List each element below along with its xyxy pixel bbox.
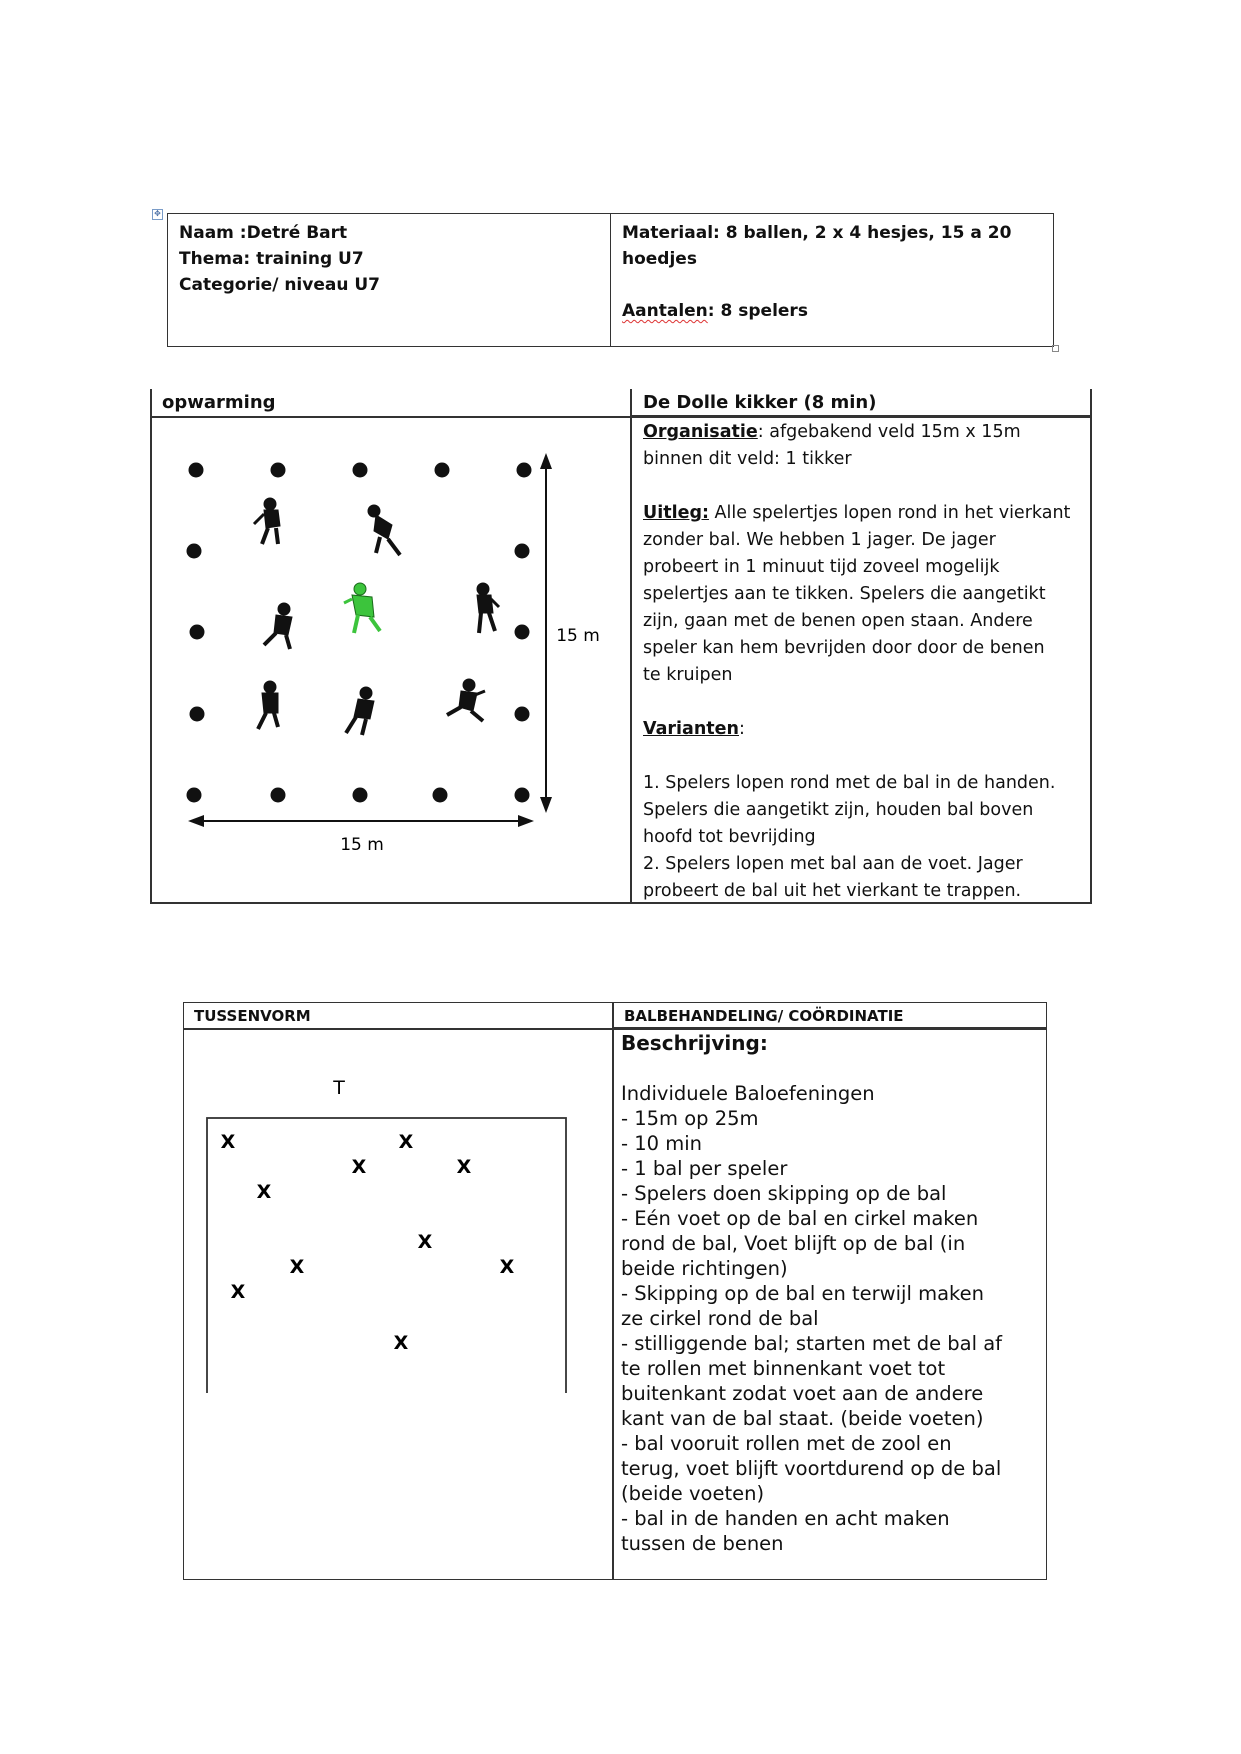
drill-line: te rollen met binnenkant voet tot: [621, 1357, 946, 1380]
drill-line: - Eén voet op de bal en cirkel maken: [621, 1207, 979, 1230]
organisatie-line2: binnen dit veld: 1 tikker: [643, 449, 852, 469]
hunter-figure: [344, 583, 380, 633]
uitleg-line: zonder bal. We hebben 1 jager. De jager: [643, 530, 996, 550]
drill-line: - bal in de handen en acht maken: [621, 1507, 950, 1530]
drill-section: [183, 1002, 1047, 1580]
player-mark: X: [393, 1332, 409, 1354]
warmup-field-diagram: [170, 449, 610, 869]
player-figure: [254, 498, 499, 735]
uitleg-line: zijn, gaan met de benen open staan. Andere: [643, 611, 1033, 631]
varianten-line: probeert de bal uit het vierkant te trappen.: [643, 881, 1022, 901]
uitleg-line: spelertjes aan te tikken. Spelers die aangetikt: [643, 584, 1046, 604]
vertical-dimension-label: 15 m: [556, 626, 600, 646]
warmup-section: [150, 389, 1092, 904]
drill-line: buitenkant zodat voet aan de andere: [621, 1382, 984, 1405]
thema: Thema: training U7: [179, 249, 364, 269]
drill-line: beide richtingen): [621, 1257, 788, 1280]
drill-line: tussen de benen: [621, 1532, 784, 1555]
categorie: Categorie/ niveau U7: [179, 275, 380, 295]
player-mark: X: [417, 1231, 433, 1253]
player-mark: X: [230, 1281, 246, 1303]
varianten-heading: Varianten:: [643, 719, 745, 739]
materiaal-cont: hoedjes: [622, 249, 697, 269]
trainer-mark: T: [333, 1077, 345, 1099]
drill-line: ze cirkel rond de bal: [621, 1307, 819, 1330]
beschrijving-heading: Beschrijving:: [621, 1031, 768, 1055]
varianten-line: hoofd tot bevrijding: [643, 827, 816, 847]
materiaal: Materiaal: 8 ballen, 2 x 4 hesjes, 15 a 20: [622, 223, 1012, 243]
drill-line: terug, voet blijft voortdurend op de bal: [621, 1457, 1002, 1480]
drill-line: - 1 bal per speler: [621, 1157, 788, 1180]
player-mark: X: [456, 1156, 472, 1178]
uitleg-line: probeert in 1 minuut tijd zoveel mogelijk: [643, 557, 1000, 577]
drill-title: BALBEHANDELING/ COÖRDINATIE: [614, 1003, 1046, 1028]
aantalen: Aantalen: 8 spelers: [622, 301, 808, 321]
warmup-title: De Dolle kikker (8 min): [632, 389, 1090, 416]
drill-line: (beide voeten): [621, 1482, 765, 1505]
drill-section-label: TUSSENVORM: [194, 1003, 612, 1029]
drill-line: - 10 min: [621, 1132, 703, 1155]
player-mark: X: [256, 1181, 272, 1203]
player-mark: X: [499, 1256, 515, 1278]
drill-line: - Spelers doen skipping op de bal: [621, 1182, 947, 1205]
drill-line: - stilliggende bal; starten met de bal af: [621, 1332, 1003, 1355]
drill-description: [621, 1031, 1041, 1556]
varianten-line: 1. Spelers lopen rond met de bal in de handen.: [643, 773, 1056, 793]
organisatie-line1: Organisatie: afgebakend veld 15m x 15m: [643, 422, 1021, 442]
player-mark: X: [398, 1131, 414, 1153]
info-left-cell: [168, 214, 611, 347]
drill-field-diagram: [204, 1063, 584, 1393]
player-mark: X: [351, 1156, 367, 1178]
warmup-section-label: opwarming: [162, 389, 630, 417]
drill-line: - 15m op 25m: [621, 1107, 759, 1130]
drill-line: - bal vooruit rollen met de zool en: [621, 1432, 952, 1455]
info-right-cell: [611, 214, 1054, 347]
player-mark: X: [289, 1256, 305, 1278]
horizontal-dimension-label: 15 m: [340, 835, 384, 855]
uitleg-line: te kruipen: [643, 665, 733, 685]
drill-line: Individuele Baloefeningen: [621, 1082, 875, 1105]
table-resize-handle[interactable]: [1052, 345, 1059, 352]
uitleg-line: Uitleg: Alle spelertjes lopen rond in het vierkant: [643, 503, 1071, 523]
drill-line: - Skipping op de bal en terwijl maken: [621, 1282, 984, 1305]
player-mark: X: [220, 1131, 236, 1153]
naam: Naam :Detré Bart: [179, 223, 348, 243]
warmup-description: [643, 419, 1083, 905]
drill-line: kant van de bal staat. (beide voeten): [621, 1407, 984, 1430]
varianten-line: 2. Spelers lopen met bal aan de voet. Jager: [643, 854, 1023, 874]
table-move-handle-icon[interactable]: ✥: [152, 209, 163, 220]
info-table: [167, 213, 1054, 347]
drill-line: rond de bal, Voet blijft op de bal (in: [621, 1232, 966, 1255]
player-marks: [221, 1131, 515, 1354]
varianten-line: Spelers die aangetikt zijn, houden bal boven: [643, 800, 1034, 820]
uitleg-line: speler kan hem bevrijden door door de benen: [643, 638, 1045, 658]
